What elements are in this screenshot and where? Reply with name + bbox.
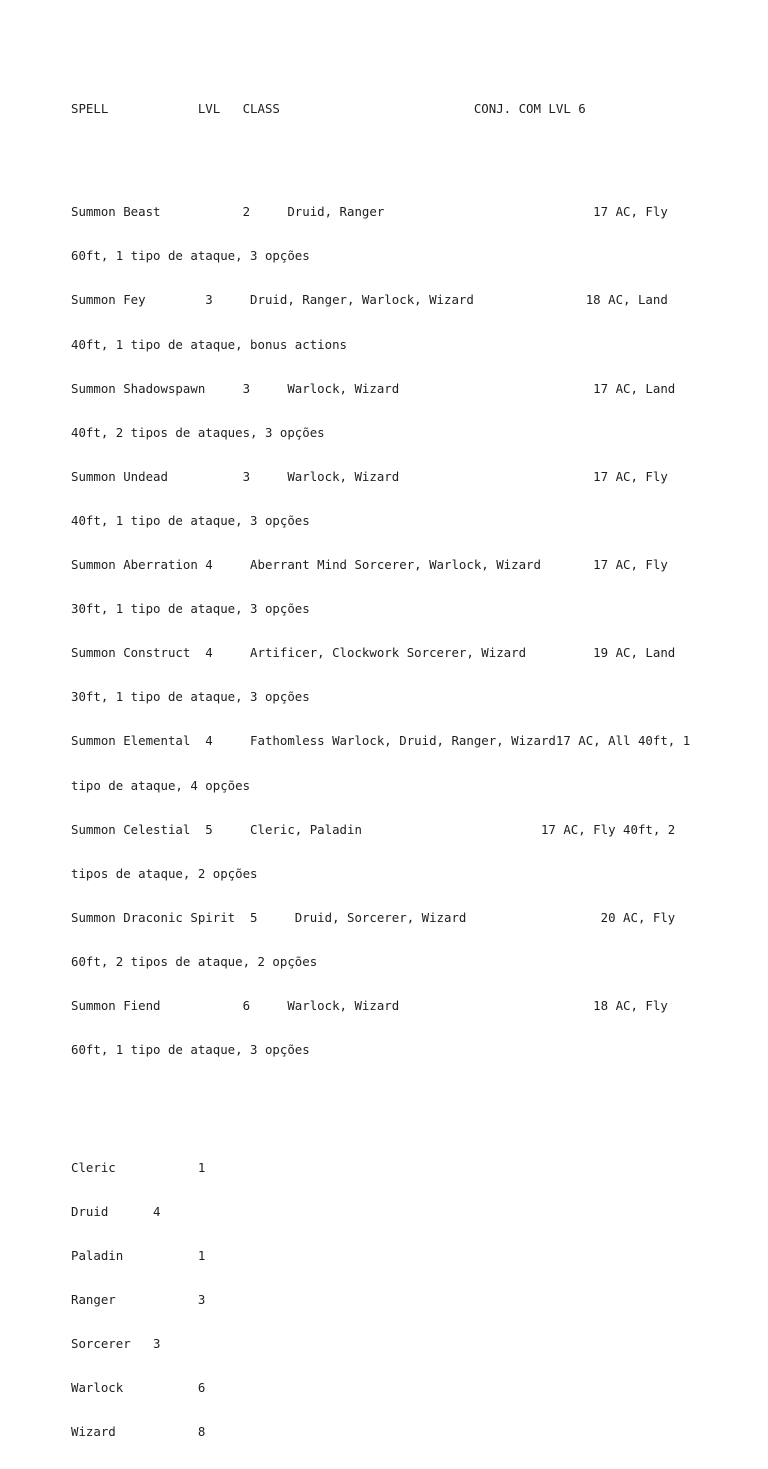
spell-line: Summon Shadowspawn 3 Warlock, Wizard 17 AC, Land	[71, 380, 676, 396]
class-count-line: Warlock 6	[71, 1380, 206, 1396]
spell-line: Summon Elemental 4 Fathomless Warlock, Druid, Ranger, Wizard17 AC, All 40ft, 1	[71, 733, 691, 749]
class-count-line: Druid 4	[71, 1203, 161, 1219]
spell-line: 40ft, 2 tipos de ataques, 3 opções	[71, 424, 325, 440]
spell-line: 60ft, 1 tipo de ataque, 3 opções	[71, 1042, 310, 1058]
spell-line: tipo de ataque, 4 opções	[71, 777, 251, 793]
spell-line: Summon Fiend 6 Warlock, Wizard 18 AC, Fly	[71, 997, 668, 1013]
spacer	[71, 1102, 690, 1117]
spacer	[71, 147, 690, 162]
spell-line: 30ft, 1 tipo de ataque, 3 opções	[71, 689, 310, 705]
spell-line: Summon Beast 2 Druid, Ranger 17 AC, Fly	[71, 204, 668, 220]
spell-line: 60ft, 2 tipos de ataque, 2 opções	[71, 953, 318, 969]
text-body	[71, 73, 690, 1469]
spell-line: 40ft, 1 tipo de ataque, 3 opções	[71, 512, 310, 528]
spell-line: 60ft, 1 tipo de ataque, 3 opções	[71, 248, 310, 264]
spell-line: Summon Draconic Spirit 5 Druid, Sorcerer, Wizard 20 AC, Fly	[71, 909, 676, 925]
spell-line: Summon Celestial 5 Cleric, Paladin 17 AC, Fly 40ft, 2	[71, 821, 676, 837]
class-count-line: Sorcerer 3	[71, 1336, 161, 1352]
class-count-line: Wizard 8	[71, 1424, 206, 1440]
spell-line: Summon Fey 3 Druid, Ranger, Warlock, Wizard 18 AC, Land	[71, 292, 668, 308]
class-count-line: Ranger 3	[71, 1291, 206, 1307]
table-header: SPELL LVL CLASS CONJ. COM LVL 6	[71, 101, 586, 117]
spell-line: 40ft, 1 tipo de ataque, bonus actions	[71, 336, 348, 352]
spell-line: Summon Construct 4 Artificer, Clockwork Sorcerer, Wizard 19 AC, Land	[71, 645, 676, 661]
spell-line: 30ft, 1 tipo de ataque, 3 opções	[71, 601, 310, 617]
class-count-line: Cleric 1	[71, 1159, 206, 1175]
spell-line: tipos de ataque, 2 opções	[71, 865, 258, 881]
spell-line: Summon Aberration 4 Aberrant Mind Sorcerer, Warlock, Wizard 17 AC, Fly	[71, 557, 668, 573]
class-count-line: Paladin 1	[71, 1247, 206, 1263]
spell-line: Summon Undead 3 Warlock, Wizard 17 AC, Fly	[71, 468, 668, 484]
